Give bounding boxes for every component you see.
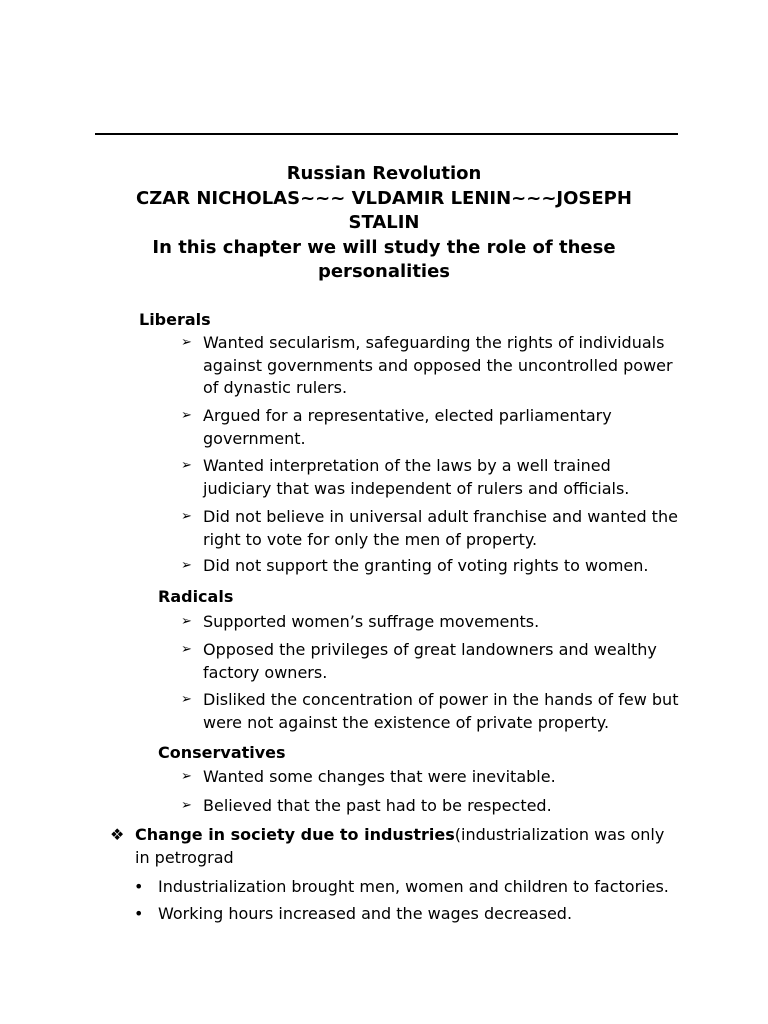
arrow-bullet-icon: ➢ [181, 769, 192, 784]
diamond-bullet-icon: ❖ [110, 825, 125, 844]
title-block [100, 162, 668, 285]
arrow-bullet-icon: ➢ [181, 642, 192, 657]
list-item-text: Did not support the granting of voting rights to women. [203, 556, 649, 575]
arrow-bullet-icon: ➢ [181, 335, 192, 350]
arrow-bullet-icon: ➢ [181, 692, 192, 707]
arrow-bullet-icon: ➢ [181, 614, 192, 629]
horizontal-rule [95, 133, 678, 135]
arrow-bullet-icon: ➢ [181, 558, 192, 573]
arrow-bullet-icon: ➢ [181, 408, 192, 423]
change-note: (industrialization was only in petrograd [135, 825, 665, 867]
list-item-text: Disliked the concentration of power in the hands of few but were not against the existence of private property. [203, 690, 679, 732]
list-item-text: Believed that the past had to be respected. [203, 796, 552, 815]
list-item-text: Did not believe in universal adult franchise and wanted the right to vote for only the men of property. [203, 507, 678, 549]
list-item-text: Opposed the privileges of great landowners and wealthy factory owners. [203, 640, 657, 682]
conservatives-heading: Conservatives [158, 743, 286, 762]
bullet-dot-icon: • [134, 904, 144, 923]
list-item-text: Wanted some changes that were inevitable. [203, 767, 556, 786]
list-item-text: Wanted secularism, safeguarding the rights of individuals against governments and opposed the uncontrolled power of dynastic rulers. [203, 333, 673, 397]
list-item-text: Wanted interpretation of the laws by a well trained judiciary that was independent of rulers and officials. [203, 456, 630, 498]
document-intro: In this chapter we will study the role of these personalities [152, 236, 616, 282]
arrow-bullet-icon: ➢ [181, 798, 192, 813]
list-item-text: Argued for a representative, elected parliamentary government. [203, 406, 612, 448]
list-item-text: Working hours increased and the wages decreased. [158, 904, 573, 923]
change-heading: Change in society due to industries [135, 825, 455, 844]
document-title: Russian Revolution [286, 163, 482, 184]
arrow-bullet-icon: ➢ [181, 509, 192, 524]
arrow-bullet-icon: ➢ [181, 458, 192, 473]
list-item-text: Industrialization brought men, women and children to factories. [158, 877, 669, 896]
liberals-heading: Liberals [139, 310, 211, 329]
list-item-text: Supported women’s suffrage movements. [203, 612, 540, 631]
document-subtitle: CZAR NICHOLAS~~~ VLDAMIR LENIN~~~JOSEPH STALIN [136, 187, 632, 233]
radicals-heading: Radicals [158, 587, 234, 606]
bullet-dot-icon: • [134, 877, 144, 896]
change-paragraph [135, 824, 665, 869]
